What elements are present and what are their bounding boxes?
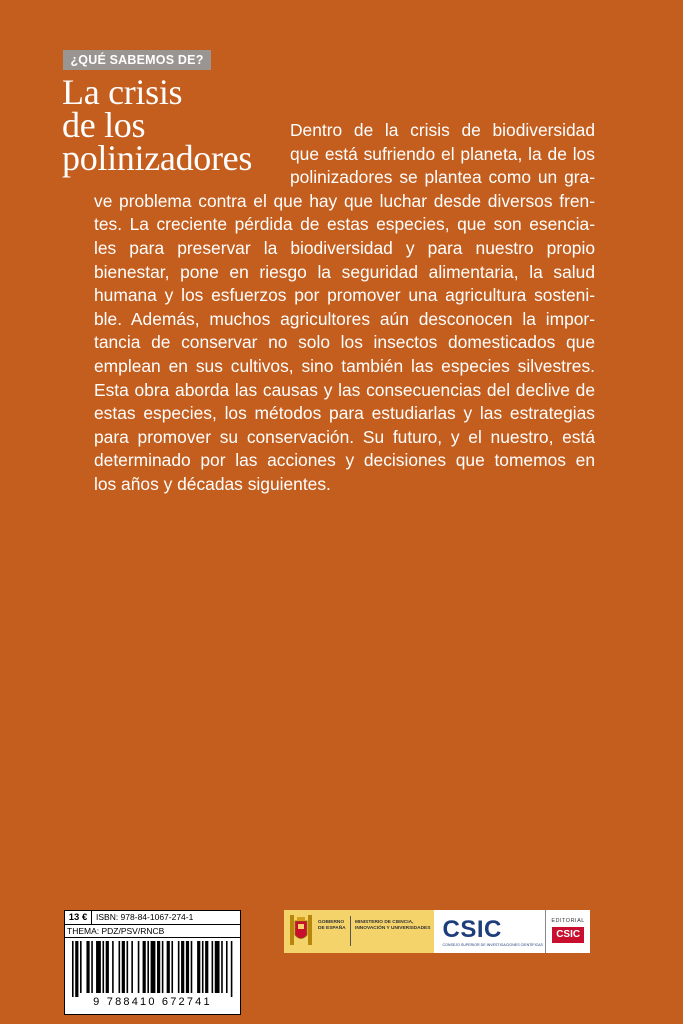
editorial-label: EDITORIAL [551,918,585,924]
title-line: de los [62,105,146,145]
barcode-bar [138,941,140,993]
barcode-bar [221,941,223,993]
blurb-line: Dentro de la crisis de biodiversidad [290,120,595,140]
barcode-bar [181,941,184,993]
title-line: La crisis [62,72,183,112]
government-logo [284,910,434,953]
barcode-bar [197,941,200,993]
blurb-line: para promover su conservación. Su futuro, y el nuestro, está [94,426,595,447]
barcode-bar [151,941,156,993]
editorial-csic-logo [545,910,590,953]
barcode-bar [212,941,214,993]
price: 13 € [65,911,92,924]
price-isbn-row [65,911,240,925]
blurb-line: ve problema contra el que hay que luchar desde diversos fren- [94,190,595,211]
coat-of-arms-icon [288,915,314,947]
barcode-bars [72,941,234,997]
barcode-label [64,910,241,1015]
barcode-number: 9 788410 672741 [93,996,212,1008]
blurb-line: determinado por las acciones y decisiones que tomemos en [94,450,595,471]
blurb-line: polinizadores se plantea como un gra- [290,167,595,188]
barcode-bar [191,941,193,993]
barcode-bar [147,941,149,993]
ministry-label: MINISTERIO DE CIENCIA, INNOVACIÓN Y UNIVERSIDADES [355,920,431,931]
isbn: ISBN: 978-84-1067-274-1 [96,912,194,922]
csic-wordmark: CSIC [442,916,502,943]
blurb-text [0,119,595,497]
blurb-line: que está sufriendo el planeta, la de los [290,143,595,164]
divider [350,916,351,946]
blurb-line: estas especies, los métodos para estudiarlas y las estrategias [94,403,595,424]
title-line: polinizadores [62,138,253,178]
blurb-line: emplean en sus cultivos, sino también las especies silvestres. [94,355,595,376]
barcode-bar [143,941,146,993]
blurb-line: tes. La creciente pérdida de estas especies, que son esencia- [94,214,595,235]
blurb-line: Esta obra aborda las causas y las consecuencias del declive de [94,379,595,400]
blurb-line: les para preservar la biodiversidad y para nuestro propio [94,237,595,258]
barcode-bar [119,941,121,993]
barcode-bar [131,941,133,993]
barcode-bar [162,941,164,993]
barcode-bar [106,941,109,993]
barcode-bar [75,941,78,997]
barcode-bar [122,941,125,993]
barcode-bar [167,941,170,993]
barcode-bar [91,941,93,993]
barcode-bar [80,941,82,993]
barcode-bar [96,941,101,993]
barcode-bar [72,941,74,997]
barcode-bar [226,941,228,993]
barcode-bar [127,941,129,993]
blurb-line: los años y décadas siguientes. [94,473,331,494]
csic-subtitle: CONSEJO SUPERIOR DE INVESTIGACIONES CIENTÍFICAS [442,943,543,947]
thema-code: THEMA: PDZ/PSV/RNCB [65,925,240,938]
editorial-brand: CSIC [552,927,584,943]
barcode-bar [215,941,220,993]
barcode-bar [178,941,180,993]
blurb-line: humana y los esfuerzos por promover una agricultura sosteni- [94,285,595,306]
barcode-bar [202,941,204,993]
csic-logo [434,910,546,953]
blurb-line: tancia de conservar no solo los insectos domesticados que [94,332,595,353]
barcode-bar [157,941,160,993]
series-tag: ¿QUÉ SABEMOS DE? [63,50,211,70]
barcode-bar [112,941,114,993]
barcode-bar [186,941,189,993]
government-label: GOBIERNO DE ESPAÑA [318,920,346,931]
barcode-bar [102,941,104,993]
barcode-bar [231,941,233,997]
blurb-line: ble. Además, muchos agricultores aún desconocen la impor- [94,308,595,329]
barcode-bar [171,941,173,993]
barcode-bar [205,941,208,993]
blurb-line: bienestar, pone en riesgo la seguridad alimentaria, la salud [94,261,595,282]
barcode-bar [86,941,89,993]
publisher-logos [284,910,590,953]
